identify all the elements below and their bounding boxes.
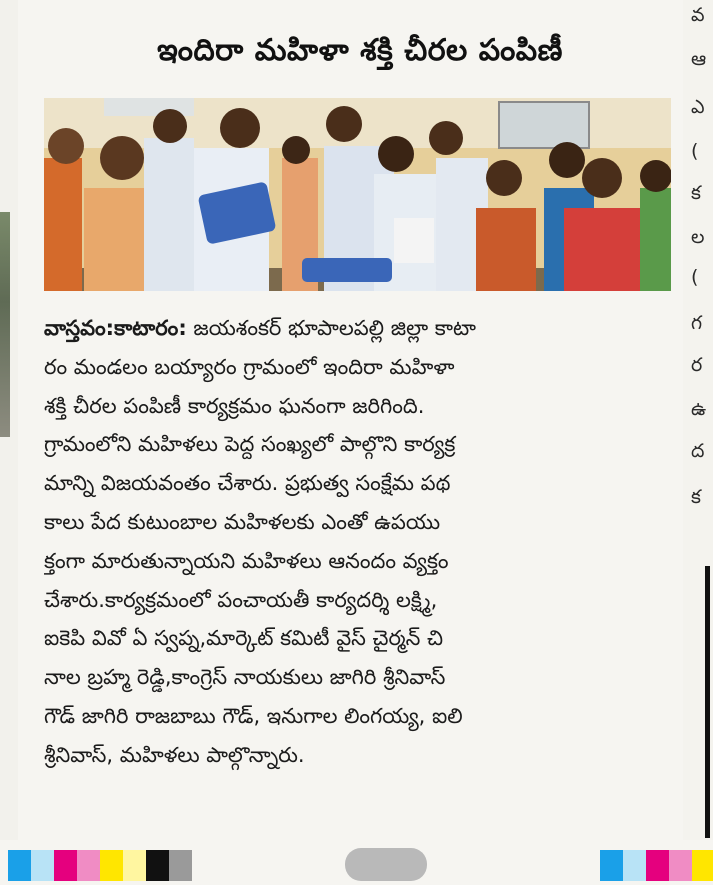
right-fragment: ల <box>691 226 705 248</box>
right-fragment: ఆ <box>691 48 707 70</box>
body-line: క్తంగా మారుతున్నాయని మహిళలు ఆనందం వ్యక్తం <box>44 548 449 573</box>
article-body <box>44 309 664 775</box>
body-line: ఐకెపి వివో ఏ స్వప్న,మార్కెట్ కమిటీ వైస్ చైర్మన్ చి <box>44 626 444 651</box>
body-line: చేశారు.కార్యక్రమంలో పంచాయతీ కార్యదర్శి లక్ష్మి, <box>44 587 438 612</box>
right-fragment: ( <box>691 266 699 288</box>
body-line: గ్రామంలోని మహిళలు పెద్ద సంఖ్యలో పాల్గొని కార్యక్ర <box>44 432 456 457</box>
body-line: గౌడ్ జాగిరి రాజబాబు గౌడ్, ఇనుగాల లింగయ్య, ఐలి <box>44 703 463 728</box>
adjacent-photo-edge <box>0 212 10 437</box>
body-line: మాన్ని విజయవంతం చేశారు. ప్రభుత్వ సంక్షేమ పథ <box>44 471 451 496</box>
color-swatch <box>100 850 123 881</box>
right-fragment: ( <box>691 140 699 162</box>
body-line: శక్తి చీరల పంపిణీ కార్యక్రమం ఘనంగా జరిగింది. <box>44 393 425 418</box>
body-line: నాల బ్రహ్మ రెడ్డి,కాంగ్రెస్ నాయకులు జాగిరి శ్రీనివాస్ <box>44 665 446 690</box>
registration-mark <box>345 848 427 881</box>
right-fragment: ఎ <box>691 96 705 118</box>
right-fragment: ర <box>691 354 703 376</box>
color-swatch <box>54 850 77 881</box>
color-swatch <box>146 850 169 881</box>
right-fragment: ఉ <box>691 398 707 420</box>
color-swatch <box>669 850 692 881</box>
body-line: శ్రీనివాస్, మహిళలు పాల్గొన్నారు. <box>44 742 305 767</box>
right-fragment: వ <box>691 4 705 26</box>
right-fragment: ద <box>691 440 705 462</box>
body-line <box>44 309 664 348</box>
color-swatch <box>692 850 713 881</box>
color-swatch <box>31 850 54 881</box>
body-line: కాలు పేద కుటుంబాల మహిళలకు ఎంతో ఉపయు <box>44 509 441 534</box>
body-line-text: జయశంకర్ భూపాలపల్లి జిల్లా కాటా <box>186 316 476 340</box>
color-swatch <box>600 850 623 881</box>
article-headline: ఇందిరా మహిళా శక్తి చీరల పంపిణీ <box>157 33 563 68</box>
dateline: వాస్తవం:కాటారం: <box>44 316 187 340</box>
group-photo-illustration <box>44 98 671 291</box>
right-fragment: క <box>691 486 701 508</box>
column-rule <box>705 566 710 838</box>
color-swatch <box>169 850 192 881</box>
right-fragment: గ <box>691 312 703 334</box>
body-line: రం మండలం బయ్యారం గ్రామంలో ఇందిరా మహిళా <box>44 354 455 379</box>
color-swatch <box>8 850 31 881</box>
right-fragment: క <box>691 182 701 204</box>
color-swatch <box>123 850 146 881</box>
color-swatch <box>646 850 669 881</box>
color-swatch <box>77 850 100 881</box>
color-swatch <box>623 850 646 881</box>
article-photo <box>44 98 671 291</box>
